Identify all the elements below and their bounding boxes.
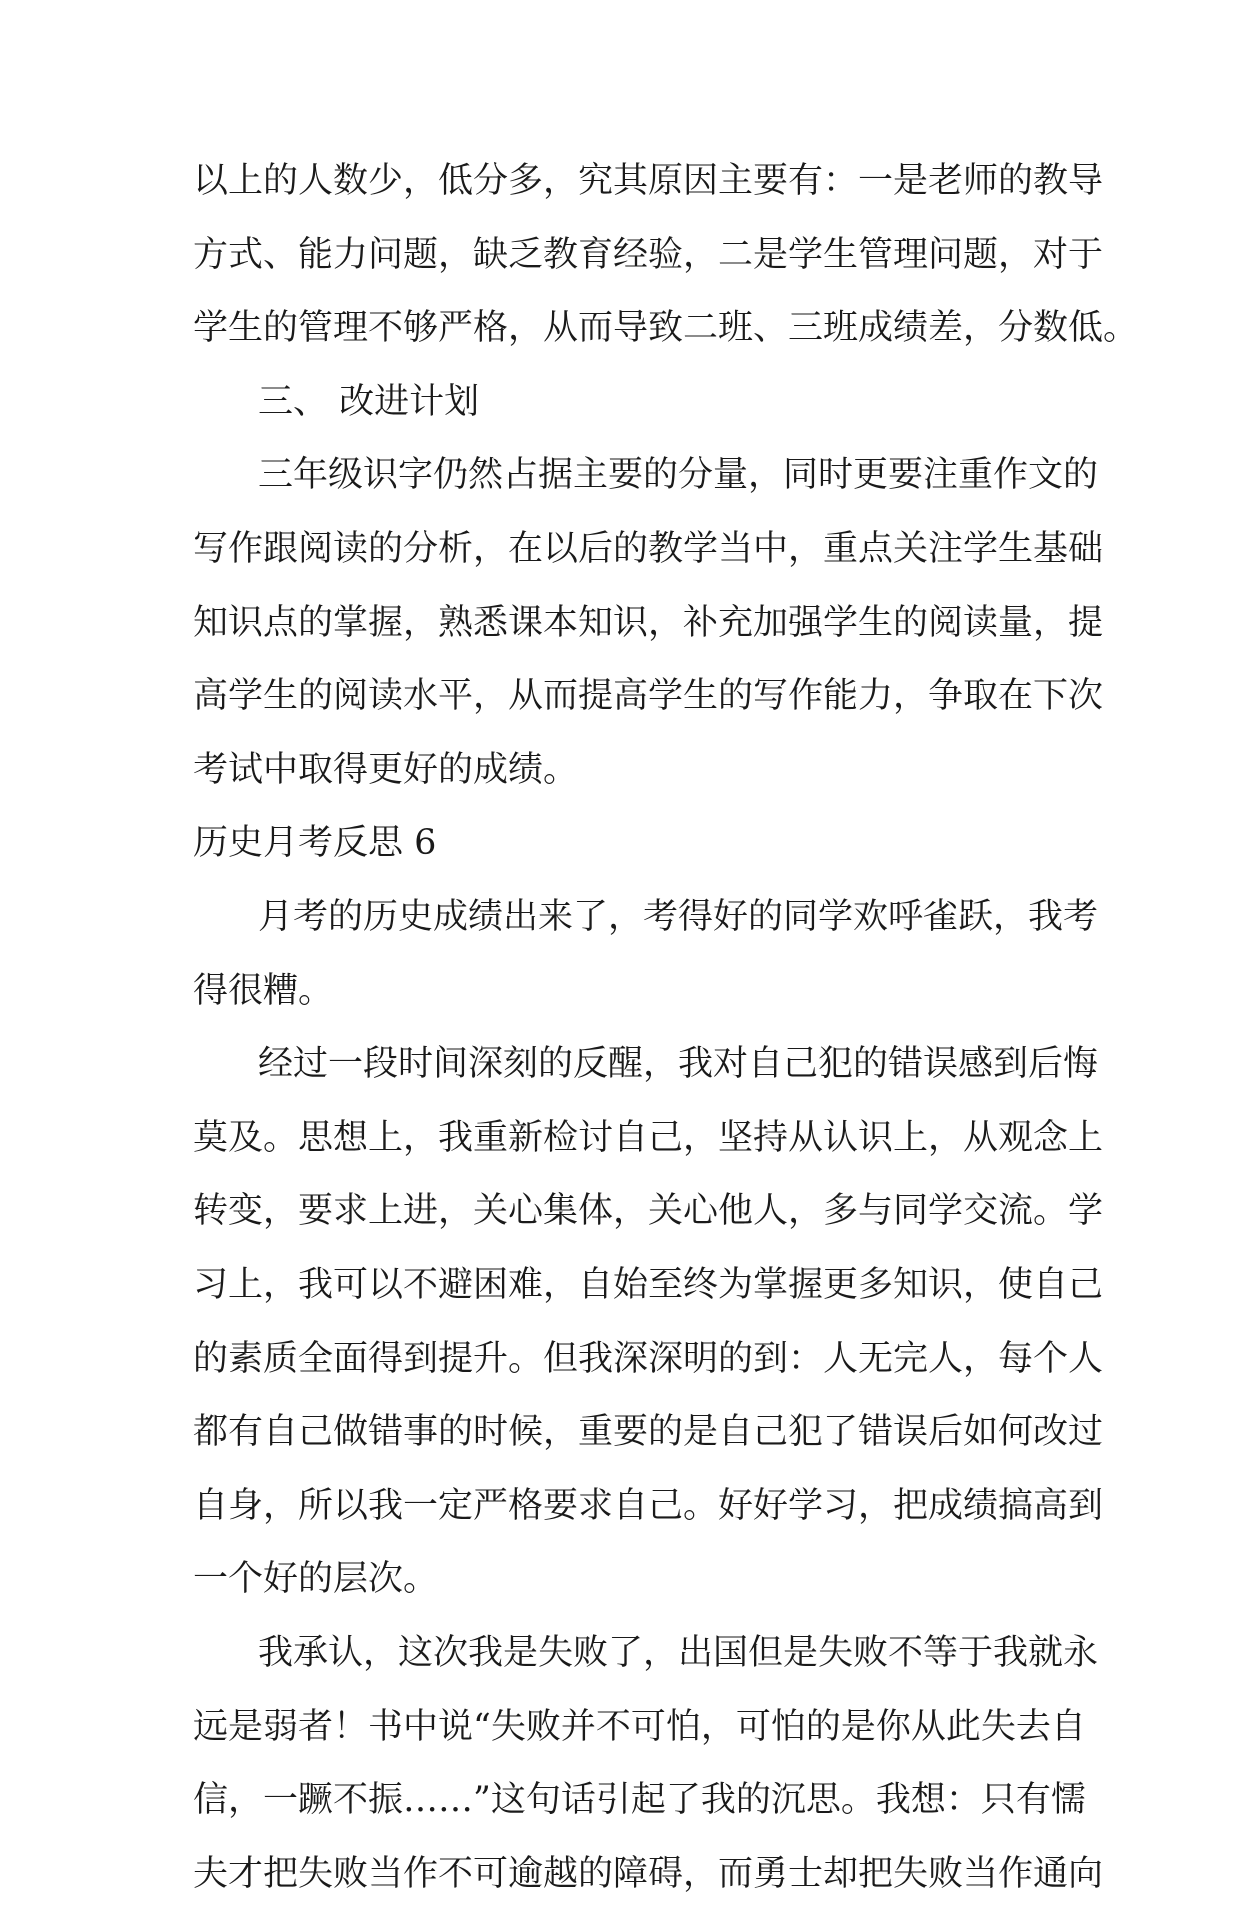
text-line: 三年级识字仍然占据主要的分量，同时更要注重作文的 (258, 455, 1099, 495)
text-line: 月考的历史成绩出来了，考得好的同学欢呼雀跃，我考 (258, 897, 1099, 937)
text-line: 远是弱者！书中说“失败并不可怕，可怕的是你从此失去自 (193, 1707, 1086, 1747)
text-line: 知识点的掌握，熟悉课本知识，补充加强学生的阅读量，提 (193, 603, 1104, 643)
text-line: 的素质全面得到提升。但我深深明的到：人无完人，每个人 (193, 1339, 1104, 1379)
text-line: 高学生的阅读水平，从而提高学生的写作能力，争取在下次 (193, 676, 1104, 716)
text-line: 习上，我可以不避困难，自始至终为掌握更多知识，使自己 (193, 1265, 1104, 1305)
text-line: 考试中取得更好的成绩。 (193, 750, 579, 790)
text-line: 方式、能力问题，缺乏教育经验，二是学生管理问题，对于 (193, 235, 1104, 275)
text-line: 信，一蹶不振……”这句话引起了我的沉思。我想：只有懦 (193, 1780, 1086, 1820)
text-line: 自身，所以我一定严格要求自己。好好学习，把成绩搞高到 (193, 1486, 1104, 1526)
text-line: 我承认，这次我是失败了，出国但是失败不等于我就永 (258, 1633, 1099, 1673)
text-line: 写作跟阅读的分析，在以后的教学当中，重点关注学生基础 (193, 529, 1104, 569)
text-line: 历史月考反思 6 (193, 823, 437, 863)
text-line: 三、 改进计划 (258, 382, 480, 422)
text-line: 都有自己做错事的时候，重要的是自己犯了错误后如何改过 (193, 1412, 1104, 1452)
text-line: 转变，要求上进，关心集体，关心他人，多与同学交流。学 (193, 1191, 1104, 1231)
text-line: 一个好的层次。 (193, 1559, 439, 1599)
text-line: 学生的管理不够严格，从而导致二班、三班成绩差，分数低。 (193, 308, 1139, 348)
text-line: 以上的人数少，低分多，究其原因主要有：一是老师的教导 (193, 161, 1104, 201)
text-line: 得很糟。 (193, 971, 334, 1011)
text-line: 莫及。思想上，我重新检讨自己，坚持从认识上，从观念上 (193, 1118, 1104, 1158)
text-line: 经过一段时间深刻的反醒，我对自己犯的错误感到后悔 (258, 1044, 1099, 1084)
text-line: 夫才把失败当作不可逾越的障碍，而勇士却把失败当作通向 (193, 1854, 1104, 1894)
